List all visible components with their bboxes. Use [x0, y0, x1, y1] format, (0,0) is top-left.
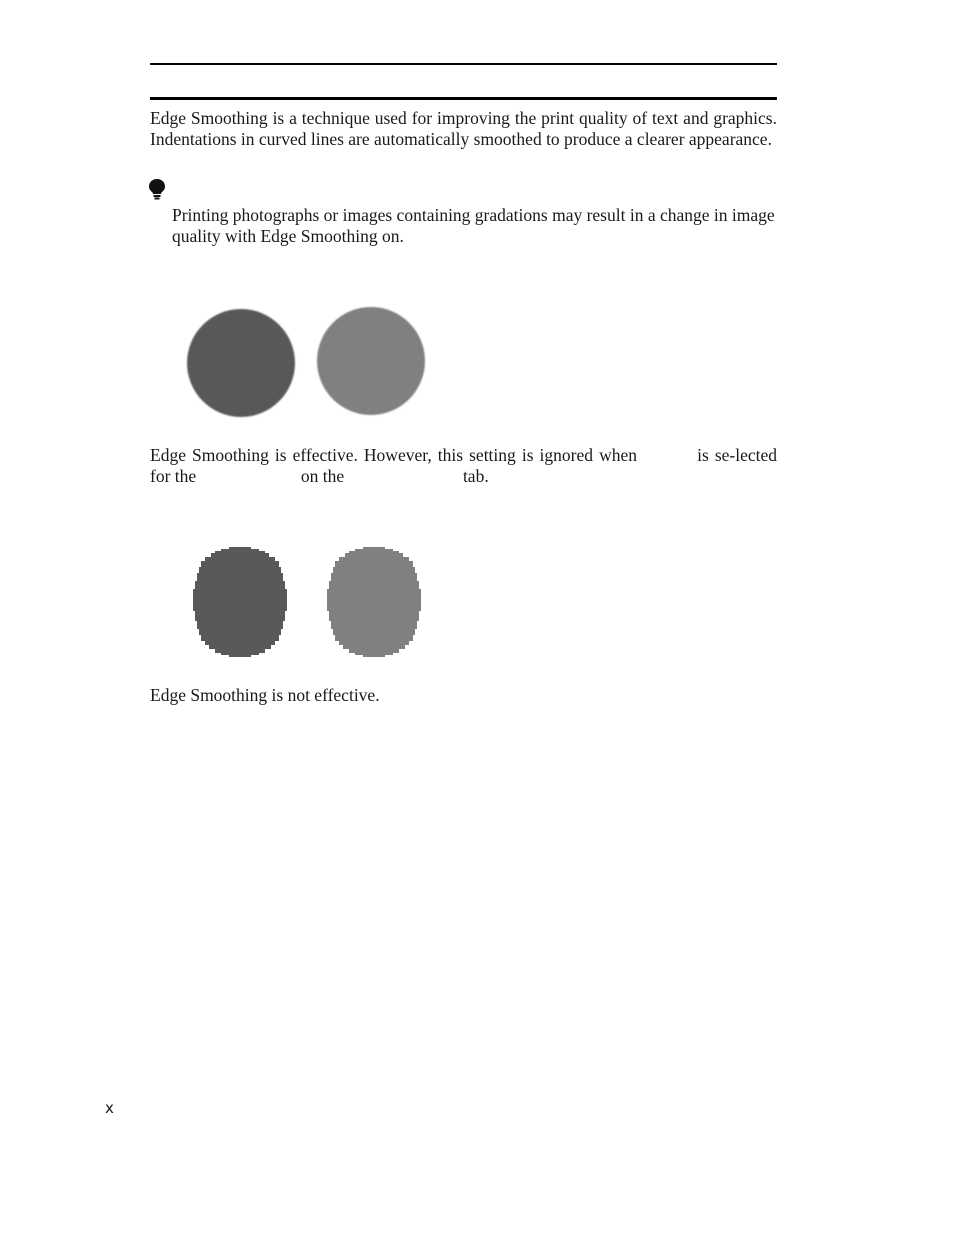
smoothed-dark-circle: [187, 309, 295, 417]
note-text: Printing photographs or images containing gradations may result in a change in image quality with Edge Smoothing on.: [172, 205, 775, 246]
smoothed-light-circle: [317, 307, 425, 415]
blank-setting: [201, 466, 297, 487]
jagged-dark-circle: [193, 547, 287, 657]
blank-tab: [349, 466, 459, 487]
caption-on-text-2: is se-lected for the: [150, 445, 778, 486]
jagged-circles-figure: [180, 543, 440, 663]
blank-option: [643, 445, 691, 466]
jagged-light-circle: [327, 547, 421, 657]
header-rule: [150, 63, 777, 65]
page-number: x: [105, 1099, 114, 1117]
lightbulb-icon: [148, 178, 166, 200]
intro-paragraph: Edge Smoothing is a technique used for improving the print quality of text and graphics. Indentations in curved lines are automatically smoothed to produce a clearer appearance.: [150, 108, 777, 149]
smoothing-off-caption: Edge Smoothing is not effective.: [150, 685, 380, 705]
caption-on-text-1: Edge Smoothing is effective. However, this setting is ignored when: [150, 445, 637, 465]
smoothing-on-caption: [150, 445, 777, 486]
caption-on-text-3: on the: [300, 465, 345, 486]
caption-on-text-4: tab.: [462, 465, 489, 486]
smoothed-circles-figure: [180, 302, 440, 422]
section-rule: [150, 97, 777, 100]
